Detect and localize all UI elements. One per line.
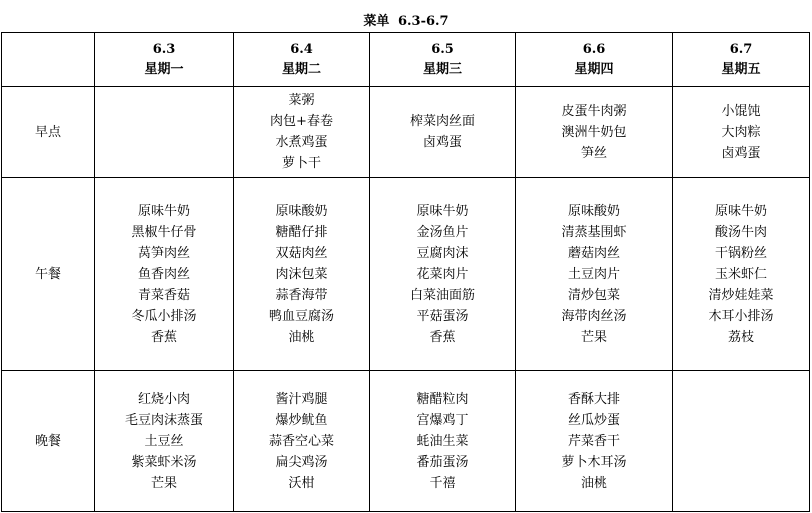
- corner-cell: [2, 33, 95, 87]
- dish-item: 木耳小排汤: [708, 308, 774, 324]
- dish-item: 清炒包菜: [567, 287, 620, 303]
- dish-item: 芒果: [150, 475, 177, 491]
- dish-item: 土豆肉片: [567, 266, 620, 282]
- dish-cell: [234, 371, 370, 512]
- dish-item: 土豆丝: [144, 433, 184, 449]
- dish-item: 芒果: [580, 329, 607, 345]
- dish-item: 蘑菇肉丝: [567, 245, 620, 261]
- dish-item: 鸭血豆腐汤: [268, 308, 334, 324]
- dish-cell: [370, 178, 516, 371]
- title-date-range: 6.3-6.7: [397, 14, 449, 29]
- dish-cell: [95, 371, 234, 512]
- dish-item: 香蕉: [150, 329, 177, 345]
- day-date: 6.5: [431, 41, 454, 57]
- dish-item: 原味牛奶: [714, 203, 767, 219]
- meal-name-cell: 早点: [2, 87, 95, 178]
- dish-item: 蒜香海带: [275, 287, 328, 303]
- day-header: [234, 33, 370, 87]
- dish-item: 原味酸奶: [275, 203, 328, 219]
- day-weekday: 星期四: [574, 61, 614, 77]
- dish-item: 莴笋肉丝: [137, 245, 190, 261]
- dish-item: 糖醋仔排: [275, 224, 328, 240]
- dish-item: 千禧: [429, 475, 456, 491]
- dish-cell: [516, 87, 673, 178]
- dish-item: 水煮鸡蛋: [275, 135, 328, 150]
- dish-item: 卤鸡蛋: [422, 135, 462, 150]
- dish-item: 皮蛋牛肉粥: [561, 103, 627, 119]
- menu-table: [1, 32, 810, 512]
- dish-item: 干锅粉丝: [714, 245, 767, 261]
- dish-item: 玉米虾仁: [714, 266, 767, 282]
- dish-cell: [370, 87, 516, 178]
- dish-item: 宫爆鸡丁: [416, 412, 469, 428]
- day-date: 6.3: [152, 41, 176, 57]
- dish-item: 金汤鱼片: [416, 224, 469, 240]
- dish-item: 白菜油面筋: [409, 287, 475, 303]
- meal-row-dinner: [2, 371, 810, 512]
- title-label: 菜单: [363, 14, 390, 29]
- dish-cell: [370, 371, 516, 512]
- dish-item: 澳洲牛奶包: [561, 124, 627, 140]
- dish-cell: [516, 178, 673, 371]
- dish-item: 鱼香肉丝: [137, 266, 190, 282]
- dish-item: 黑椒牛仔骨: [131, 224, 197, 240]
- dish-cell: [95, 178, 234, 371]
- dish-item: 红烧小肉: [137, 391, 190, 407]
- dish-item: 大肉粽: [721, 124, 761, 140]
- day-header: [516, 33, 673, 87]
- dish-cell: [234, 178, 370, 371]
- dish-cell: [234, 87, 370, 178]
- dish-item: 肉沫包菜: [275, 266, 328, 282]
- dish-item: 糖醋粒肉: [416, 391, 469, 407]
- dish-item: 荔枝: [727, 329, 754, 345]
- dish-item: 芹菜香干: [567, 433, 620, 449]
- dish-item: 平菇蛋汤: [416, 308, 469, 324]
- dish-item: 香酥大排: [567, 391, 620, 407]
- dish-item: 油桃: [288, 329, 315, 345]
- dish-cell: [516, 371, 673, 512]
- dish-item: 榨菜肉丝面: [409, 114, 475, 129]
- dish-item: 香蕉: [429, 329, 456, 345]
- dish-item: 花菜肉片: [416, 266, 469, 282]
- dish-cell: [673, 87, 810, 178]
- dish-item: 蒜香空心菜: [268, 433, 334, 449]
- meal-row-lunch: [2, 178, 810, 371]
- day-date: 6.6: [582, 41, 606, 57]
- dish-item: 爆炒鱿鱼: [275, 412, 328, 428]
- day-header: [673, 33, 810, 87]
- dish-cell: [673, 371, 810, 512]
- dish-item: 毛豆肉沫蒸蛋: [124, 412, 203, 428]
- dish-item: 紫菜虾米汤: [131, 454, 197, 470]
- dish-item: 原味酸奶: [567, 203, 620, 219]
- dish-cell: [673, 178, 810, 371]
- day-weekday: 星期一: [144, 61, 184, 77]
- dish-item: 肉包+春卷: [270, 114, 333, 129]
- dish-item: 海带肉丝汤: [561, 308, 627, 324]
- header-row: [2, 33, 810, 87]
- day-weekday: 星期二: [281, 61, 321, 77]
- dish-item: 原味牛奶: [416, 203, 469, 219]
- day-header: [370, 33, 516, 87]
- dish-item: 卤鸡蛋: [721, 145, 761, 161]
- page-title: [0, 10, 812, 29]
- dish-item: 萝卜木耳汤: [561, 454, 627, 470]
- dish-item: 蚝油生菜: [416, 433, 469, 449]
- meal-name-cell: 晚餐: [2, 371, 95, 512]
- dish-cell: [95, 87, 234, 178]
- day-weekday: 星期五: [721, 61, 761, 77]
- dish-item: 菜粥: [288, 93, 315, 108]
- dish-item: 双菇肉丝: [275, 245, 328, 261]
- day-date: 6.4: [290, 41, 313, 57]
- dish-item: 冬瓜小排汤: [131, 308, 197, 324]
- meal-row-breakfast: [2, 87, 810, 178]
- day-weekday: 星期三: [422, 61, 462, 77]
- dish-item: 青菜香菇: [137, 287, 190, 303]
- dish-item: 清蒸基围虾: [561, 224, 627, 240]
- dish-item: 扁尖鸡汤: [275, 454, 328, 470]
- dish-item: 萝卜干: [281, 156, 321, 171]
- dish-item: 豆腐肉沫: [416, 245, 469, 261]
- dish-item: 原味牛奶: [137, 203, 190, 219]
- dish-item: 油桃: [580, 475, 607, 491]
- dish-item: 小馄饨: [721, 103, 761, 119]
- dish-item: 清炒娃娃菜: [708, 287, 774, 303]
- dish-item: 丝瓜炒蛋: [567, 412, 620, 428]
- day-header: [95, 33, 234, 87]
- meal-name-cell: 午餐: [2, 178, 95, 371]
- dish-item: 番茄蛋汤: [416, 454, 469, 470]
- dish-item: 酸汤牛肉: [714, 224, 767, 240]
- dish-item: 沃柑: [288, 475, 315, 491]
- day-date: 6.7: [729, 41, 753, 57]
- dish-item: 酱汁鸡腿: [275, 391, 328, 407]
- dish-item: 笋丝: [580, 145, 607, 161]
